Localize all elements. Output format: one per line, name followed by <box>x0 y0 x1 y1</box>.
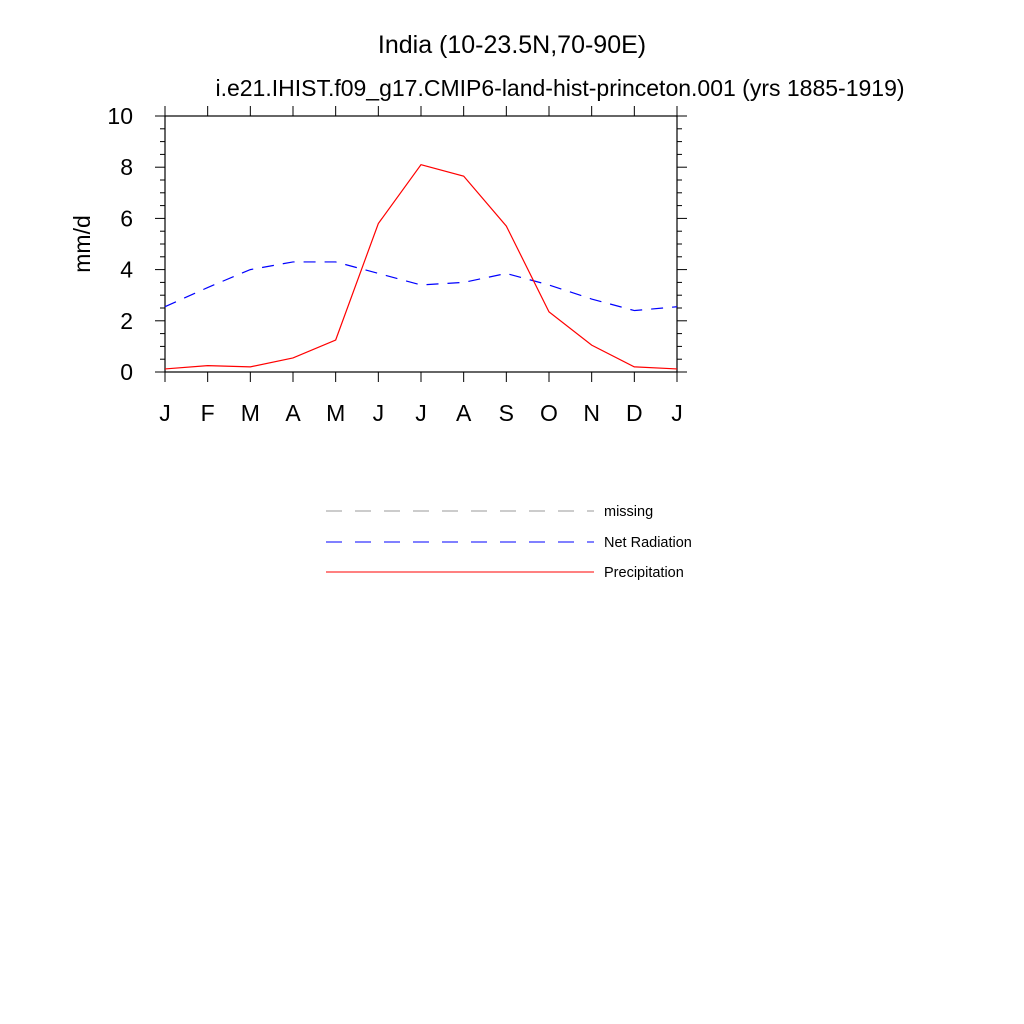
x-tick-label: J <box>159 400 171 426</box>
series-line-2 <box>165 165 677 369</box>
axis-ticks <box>155 106 687 382</box>
y-tick-label: 10 <box>107 103 133 129</box>
x-tick-label: D <box>626 400 643 426</box>
x-tick-label: A <box>285 400 301 426</box>
x-tick-labels <box>159 400 683 426</box>
chart-subtitle: i.e21.IHIST.f09_g17.CMIP6-land-hist-princeton.001 (yrs 1885-1919) <box>215 75 905 101</box>
y-tick-label: 6 <box>120 205 133 232</box>
y-tick-label: 2 <box>120 307 133 334</box>
legend <box>326 504 692 581</box>
x-tick-label: J <box>415 400 427 426</box>
x-tick-label: M <box>240 400 260 426</box>
series-line-1 <box>165 262 677 311</box>
x-tick-label: M <box>326 400 346 426</box>
legend-label-0: missing <box>604 504 654 520</box>
x-tick-label: F <box>200 400 215 426</box>
x-tick-label: J <box>372 400 385 426</box>
x-tick-label: S <box>498 400 515 426</box>
x-tick-label: A <box>455 400 472 426</box>
plot-frame <box>165 116 677 372</box>
chart-title: India (10-23.5N,70-90E) <box>377 31 647 59</box>
x-tick-label: J <box>671 400 683 426</box>
legend-label-1: Net Radiation <box>604 535 692 551</box>
y-axis-label: mm/d <box>69 215 95 273</box>
x-tick-label: N <box>583 400 600 426</box>
legend-label-2: Precipitation <box>604 565 684 581</box>
y-tick-label: 8 <box>120 154 133 181</box>
y-tick-label: 4 <box>120 256 133 283</box>
y-tick-labels <box>107 103 133 385</box>
x-tick-label: O <box>540 400 558 426</box>
y-tick-label: 0 <box>120 359 133 385</box>
series-lines <box>165 165 677 369</box>
